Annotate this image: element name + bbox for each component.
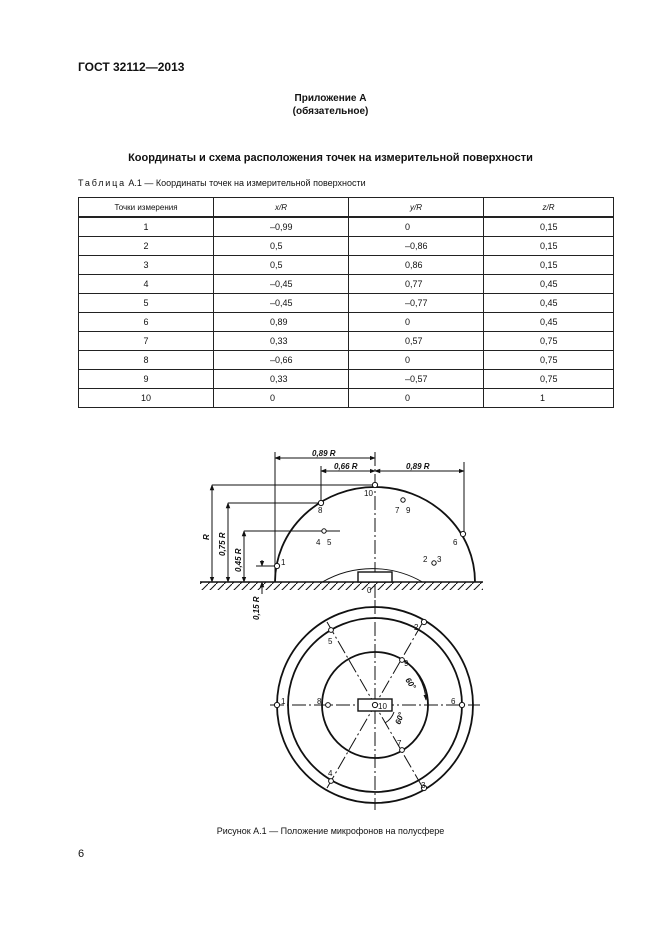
cell-x: 0: [214, 389, 349, 408]
table-row: [79, 351, 614, 370]
top-label-8: 8: [317, 697, 322, 706]
cell-point: 6: [79, 313, 214, 332]
side-point-7-9: [401, 498, 405, 502]
cell-z: 0,45: [484, 313, 614, 332]
angle-label-60b: 60°: [393, 711, 407, 726]
side-label-2: 2: [423, 555, 428, 564]
label-015: 0,15 R: [252, 596, 261, 620]
coordinates-table: [78, 197, 614, 408]
angle-arc-60b: [385, 712, 394, 723]
label-089-right: 0,89 R: [406, 462, 430, 471]
cell-z: 0,75: [484, 351, 614, 370]
header-z: z/R: [484, 198, 614, 218]
cell-y: –0,77: [349, 294, 484, 313]
side-label-1: 1: [281, 558, 286, 567]
cell-x: 0,89: [214, 313, 349, 332]
cell-x: 0,5: [214, 237, 349, 256]
side-label-8: 8: [318, 506, 323, 515]
cell-point: 8: [79, 351, 214, 370]
side-point-6: [460, 531, 465, 536]
cell-z: 0,15: [484, 237, 614, 256]
cell-y: 0: [349, 351, 484, 370]
cell-z: 0,45: [484, 275, 614, 294]
cell-y: 0,77: [349, 275, 484, 294]
table-caption-prefix: Таблица: [78, 178, 126, 188]
cell-z: 1: [484, 389, 614, 408]
cell-point: 2: [79, 237, 214, 256]
sound-source-box: [358, 572, 392, 582]
ground-hatching: [200, 582, 483, 590]
top-point-6: [459, 702, 464, 707]
cell-y: 0: [349, 389, 484, 408]
header-point: Точки измерения: [79, 198, 214, 218]
table-row: [79, 275, 614, 294]
table-caption: [78, 178, 366, 188]
top-point-5: [329, 628, 334, 633]
cell-point: 3: [79, 256, 214, 275]
side-label-5: 5: [327, 538, 332, 547]
label-089-left: 0,89 R: [312, 449, 336, 458]
label-066: 0,66 R: [334, 462, 358, 471]
label-045: 0,45 R: [234, 548, 243, 572]
page-number: 6: [78, 848, 85, 860]
cell-z: 0,15: [484, 256, 614, 275]
table-row: [79, 370, 614, 389]
cell-point: 1: [79, 217, 214, 237]
side-point-2-3: [432, 561, 436, 565]
section-title: Координаты и схема расположения точек на измерительной поверхности: [128, 152, 533, 164]
table-caption-text: А.1 — Координаты точек на измерительной поверхности: [125, 178, 366, 188]
table-row: [79, 217, 614, 237]
side-label-7: 7: [395, 506, 400, 515]
side-point-4-5: [322, 529, 326, 533]
side-view: [200, 452, 483, 598]
header-x: x/R: [214, 198, 349, 218]
cell-y: –0,57: [349, 370, 484, 389]
top-point-4: [329, 779, 334, 784]
annex-subtitle: (обязательное): [292, 106, 369, 117]
side-label-3: 3: [437, 555, 442, 564]
microphone-position-figure: [0, 440, 661, 840]
side-label-4: 4: [316, 538, 321, 547]
table-row: [79, 389, 614, 408]
table-header-row: [79, 198, 614, 218]
annex-title: Приложение А: [294, 93, 367, 104]
table-row: [79, 237, 614, 256]
cell-z: 0,15: [484, 217, 614, 237]
cell-point: 7: [79, 332, 214, 351]
cell-z: 0,75: [484, 332, 614, 351]
cell-x: –0,45: [214, 275, 349, 294]
top-point-7: [400, 748, 405, 753]
cell-point: 5: [79, 294, 214, 313]
table-row: [79, 332, 614, 351]
top-point-1: [274, 702, 279, 707]
top-view: [270, 600, 480, 810]
top-label-10: 10: [378, 702, 387, 711]
table-row: [79, 313, 614, 332]
side-point-8: [318, 500, 323, 505]
side-point-10: [372, 482, 377, 487]
side-label-0: 0: [367, 586, 372, 595]
document-code: ГОСТ 32112—2013: [78, 60, 185, 74]
cell-y: 0: [349, 217, 484, 237]
top-label-3: 3: [421, 781, 426, 790]
cell-x: 0,33: [214, 332, 349, 351]
top-label-1: 1: [281, 697, 286, 706]
table-row: [79, 294, 614, 313]
cell-point: 4: [79, 275, 214, 294]
cell-y: –0,86: [349, 237, 484, 256]
figure-caption: Рисунок А.1 — Положение микрофонов на полусфере: [216, 826, 445, 836]
side-view-labels: [202, 449, 458, 620]
annex-heading: [0, 92, 661, 118]
cell-x: 0,5: [214, 256, 349, 275]
cell-y: 0,57: [349, 332, 484, 351]
top-label-5: 5: [328, 637, 333, 646]
top-point-10: [372, 702, 377, 707]
cell-x: –0,99: [214, 217, 349, 237]
cell-y: 0: [349, 313, 484, 332]
cell-point: 9: [79, 370, 214, 389]
top-point-8: [326, 703, 331, 708]
cell-y: 0,86: [349, 256, 484, 275]
cell-z: 0,45: [484, 294, 614, 313]
cell-x: –0,45: [214, 294, 349, 313]
side-label-10: 10: [364, 489, 373, 498]
top-label-9: 9: [404, 659, 409, 668]
cell-point: 10: [79, 389, 214, 408]
cell-z: 0,75: [484, 370, 614, 389]
table-row: [79, 256, 614, 275]
top-label-6: 6: [451, 697, 456, 706]
top-label-7: 7: [397, 739, 402, 748]
cell-x: –0,66: [214, 351, 349, 370]
top-label-2: 2: [414, 623, 419, 632]
side-point-1: [274, 563, 279, 568]
side-label-6: 6: [453, 538, 458, 547]
header-y: y/R: [349, 198, 484, 218]
side-label-9: 9: [406, 506, 411, 515]
angle-label-60: 60°: [403, 675, 418, 692]
top-point-2: [421, 619, 426, 624]
top-label-4: 4: [328, 769, 333, 778]
cell-x: 0,33: [214, 370, 349, 389]
label-075: 0,75 R: [218, 532, 227, 556]
label-r: R: [202, 534, 211, 540]
